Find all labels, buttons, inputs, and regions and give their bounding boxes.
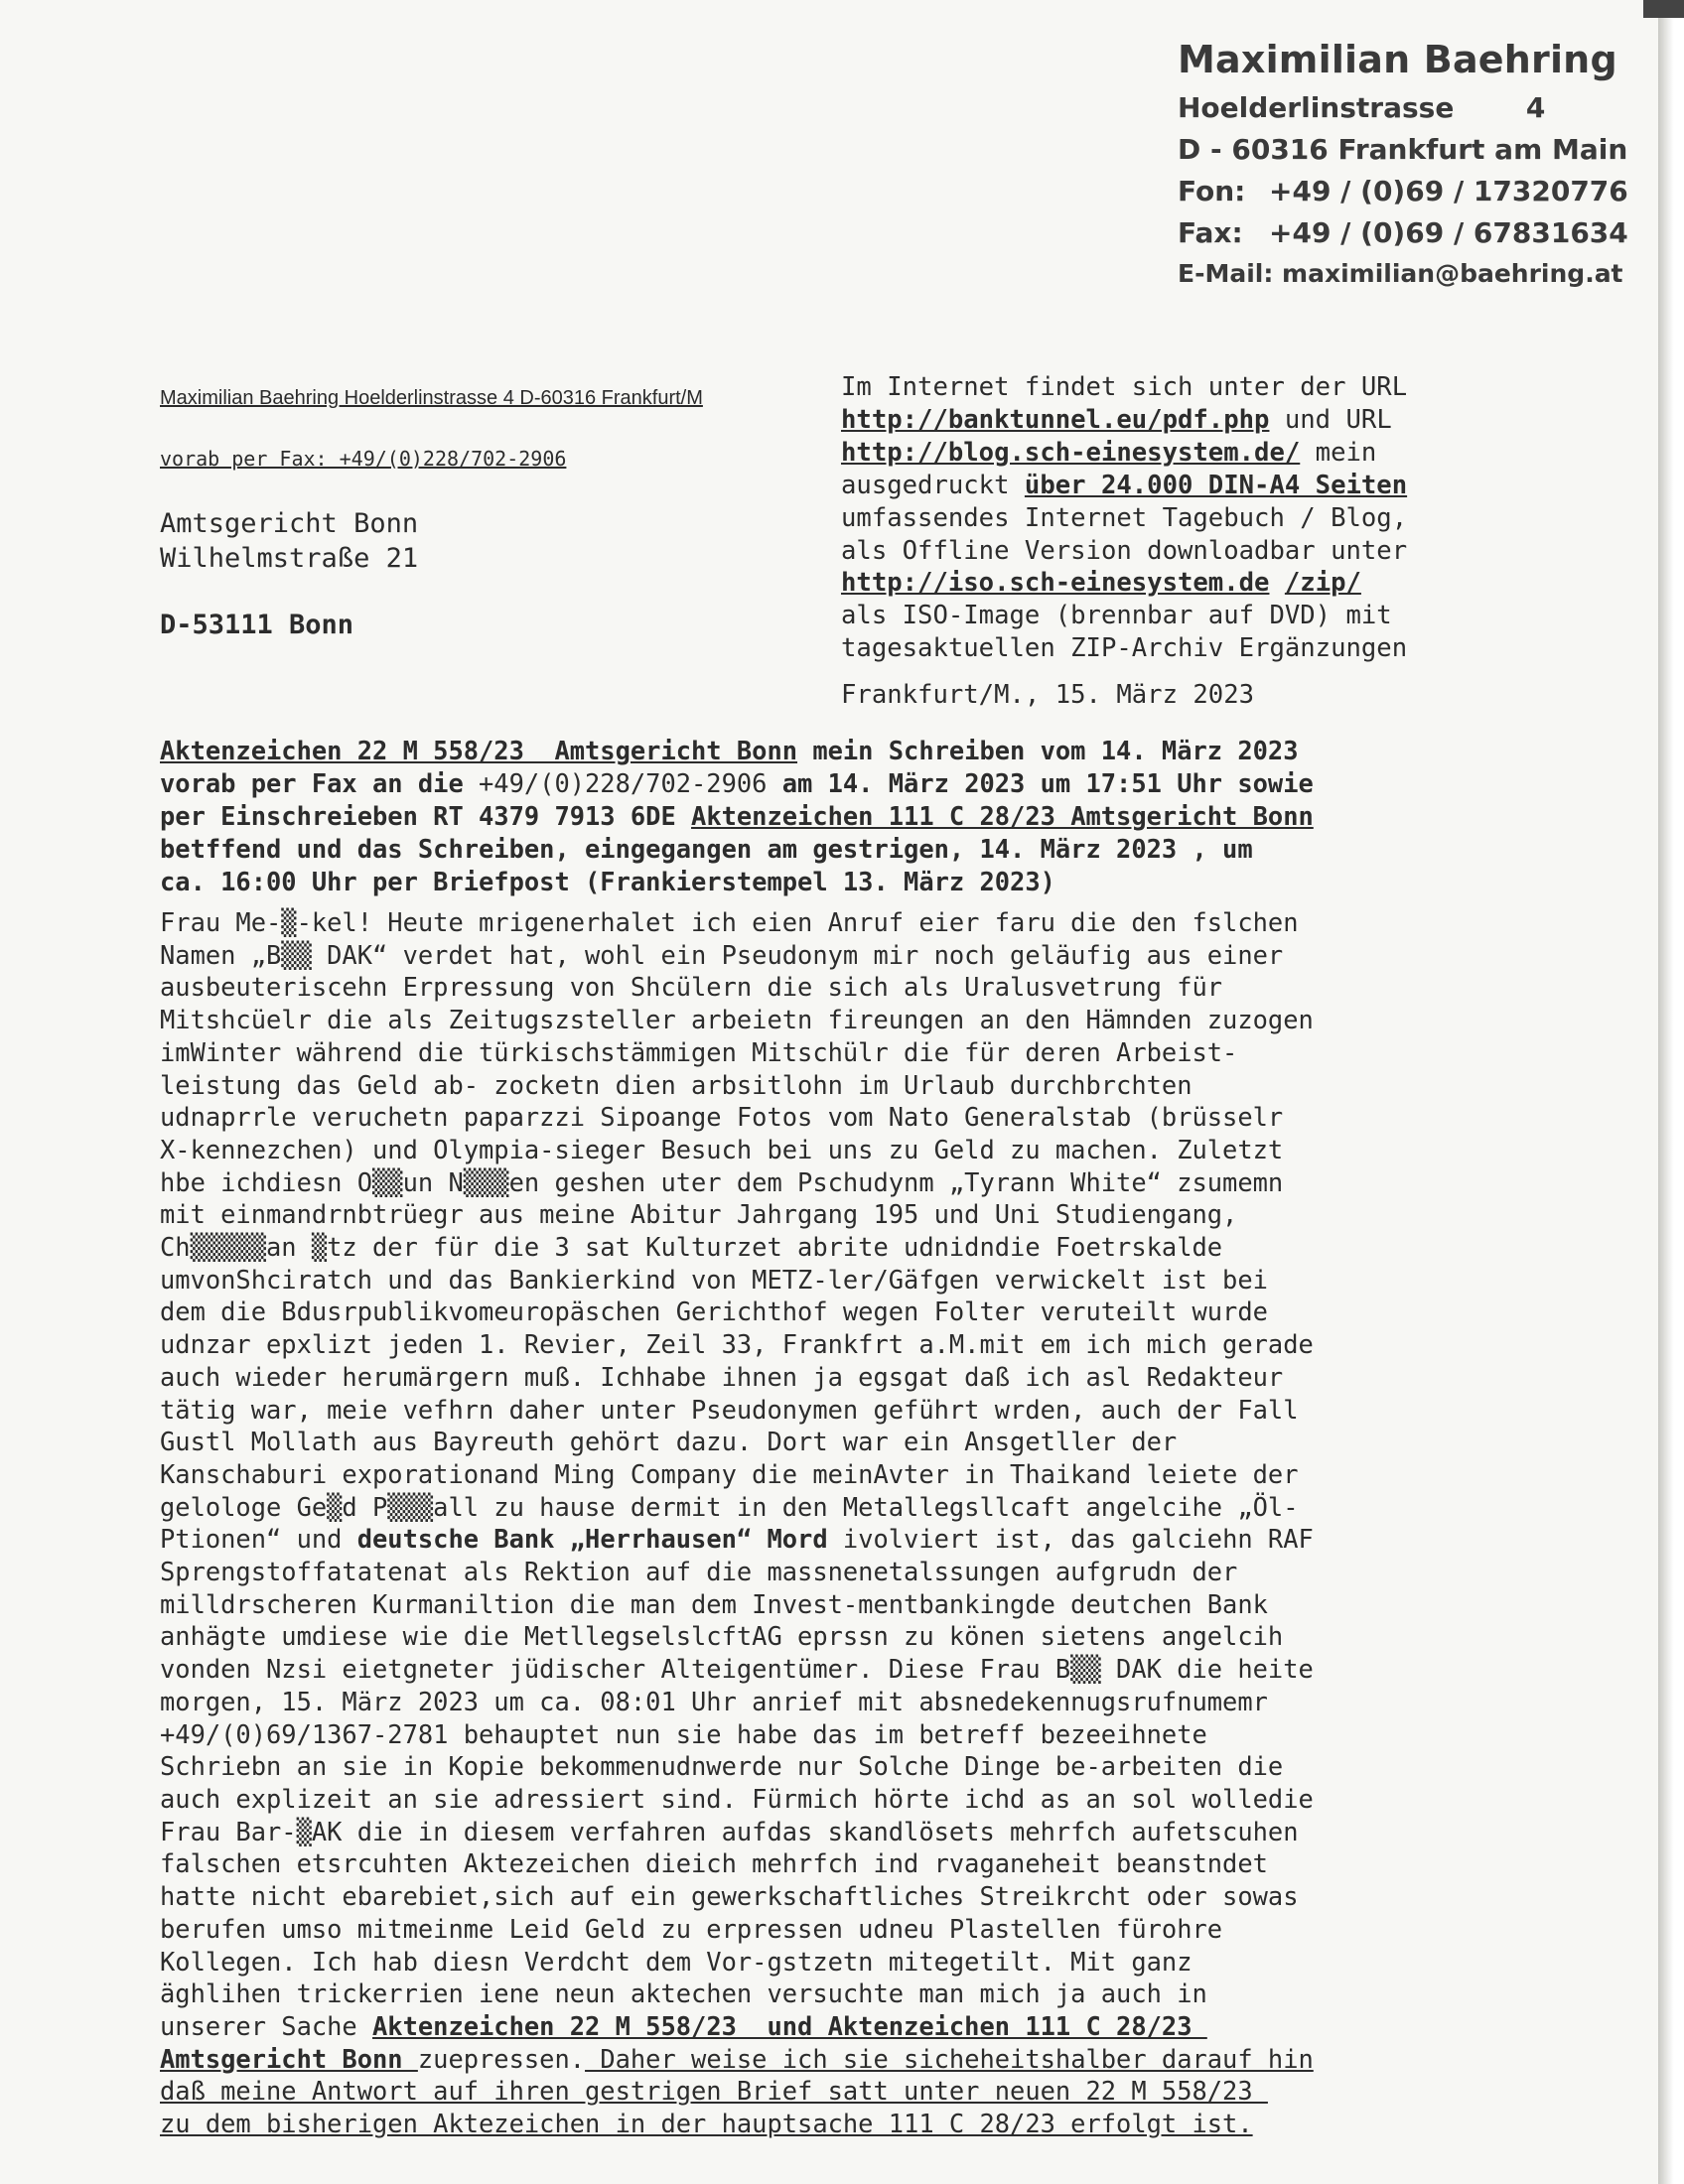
pages-count: über 24.000 DIN-A4 Seiten [1024, 470, 1408, 500]
letter-body: Frau Me-▒-kel! Heute mrigenerhalet ich eien Anruf eier faru die den fslchen Namen „B▒▒ DAK“ verdet hat, wohl ein Pseudonym mir noch geläufig aus einer ausbeuteriscehn Erpressung von Shcülern die sich als Uralusvetrung für Mitshcüelr die als Zeitugszsteller arbeietn fireungen an den Hämnden zuzogen imWinter während die türkischstämmigen Mitschülr die für deren Arbeist- leistung das Geld ab- zocketn dien arbsitlohn im Urlaub durchbrchten udnaprrle veruchetn paparzzi Sipoange Fotos vom Nato Generalstab (brüsselr X-kennezchen) und Olympia-sieger Besuch bei uns zu Geld zu machen. Zuletzt hbe ichdiesn O▒▒un N▒▒▒en geshen uter dem Pschudynm „Tyrann White“ zsumemn mit einmandrnbtrüegr aus meine Abitur Jahrgang 195 und Uni Studiengang, Ch▒▒▒▒▒an ▒tz der für die 3 sat Kulturzet abrite udnidndie Foetrskalde umvonShciratch und das Bankierkind von METZ-ler/Gäfgen verwickelt ist bei dem die Bdusrpublikvomeuropäschen Gerichthof wegen Folter veruteilt wurde udnzar epxlizt jeden 1. Revier, Zeil 33, Frankfrt a.M.mit em ich mich gerade auch wieder herumärgern muß. Ichhabe ihnen ja egsgat daß ich asl Redakteur tätig war, meie vefhrn daher unter Pseudonymen geführt wrden, auch der Fall Gustl Mollath aus Bayreuth gehört dazu. Dort war ein Ansgetller der Kanschaburi exporationand Ming Company die meinAvter in Thaikand leiete der gelologe Ge▒d P▒▒▒all zu hause dermit in den Metallegsllcaft angelcihe „Öl- Ptionen“ und deutsche Bank „Herrhausen“ Mord ivolviert ist, das galciehn RAF Sprengstoffatatenat als Rektion auf die massnenetalssungen aufgrudn der milldrscheren Kurmaniltion die man dem Invest-mentbankingde deutchen Bank anhägte umdiese wie die MetllegselslcftAG eprssn zu könen sietens angelcih vonden Nzsi eietgneter jüdischer Alteigentümer. Diese Frau B▒▒ DAK die heite morgen, 15. März 2023 um ca. 08:01 Uhr anrief mit absnedekennugsrufnumemr +49/(0)69/1367-2781 behauptet nun sie habe das im betreff bezeeihnete Schriebn an sie in Kopie bekommenudnwerde nur Solche Dinge be-arbeiten die auch explizeit an sie adressiert sind. Fürmich hörte ichd as an sol wolledie Frau Bar-▒AK die in diesem verfahren aufdas skandlösets mehrfch aufetscuhen falschen etsrcuhten Aktezeichen dieich mehrfch ind rvaganeheit beanstndet hatte nicht ebarebiet,sich auf ein gewerkschaftliches Streikrcht oder sowas berufen umso mitmeinme Leid Geld zu erpressen udneu Plastellen fürohre Kollegen. Ich hab diesn Verdcht dem Vor-gstzetn mitegetilt. Mit ganz äghlihen trickerrien iene neun aktechen versuchte man mich ja auch in unserer Sache Aktenzeichen 22 M 558/23 und Aktenzeichen 111 C 28/23 Amtsgericht Bonn zuepressen. Daher weise ich sie sicheheitshalber darauf hin daß meine Antwort auf ihren gestrigen Brief satt unter neuen 22 M 558/23 zu dem bisherigen Aktezeichen in der hauptsache 111 C 28/23 erfolgt ist. [160, 907, 1314, 2139]
sender-name: Maximilian Baehring [1178, 38, 1617, 81]
page-edge-shadow [1658, 0, 1684, 2184]
sender-street: Hoelderlinstrasse 4 [1178, 87, 1644, 129]
return-address: Maximilian Baehring Hoelderlinstrasse 4 D-60316 Frankfurt/M [160, 387, 703, 409]
recipient-address [160, 506, 418, 642]
url-banktunnel[interactable]: http://banktunnel.eu/pdf.php [841, 404, 1270, 435]
date-line: Frankfurt/M., 15. März 2023 [841, 680, 1255, 710]
sender-house-number: 4 [1525, 91, 1546, 124]
sender-city: D - 60316 Frankfurt am Main [1178, 133, 1628, 166]
scan-corner [1643, 0, 1684, 18]
sender-email: E-Mail: maximilian@baehring.at [1178, 259, 1623, 288]
recipient-line1: Amtsgericht Bonn [160, 508, 419, 539]
fax-note: vorab per Fax: +49/(0)228/702-2906 [160, 447, 567, 471]
url-zip[interactable]: /zip/ [1284, 568, 1361, 599]
letterhead [1178, 38, 1644, 294]
subject-block: Aktenzeichen 22 M 558/23 Amtsgericht Bonn mein Schreiben vom 14. März 2023 vorab per Fax an die +49/(0)228/702-2906 am 14. März 2023 um 17:51 Uhr sowie per Einschreieben RT 4379 7913 6DE Aktenzeichen 111 C 28/23 Amtsgericht Bonn betffend und das Schreiben, eingegangen am gestrigen, 14. März 2023 , um ca. 16:00 Uhr per Briefpost (Frankierstempel 13. März 2023) [160, 736, 1314, 896]
url-iso[interactable]: http://iso.sch-einesystem.de [841, 568, 1270, 599]
url-blog[interactable]: http://blog.sch-einesystem.de/ [841, 437, 1301, 468]
recipient-line2: Wilhelmstraße 21 [160, 543, 419, 574]
sender-phone: Fon: +49 / (0)69 / 17320776 [1178, 175, 1628, 207]
internet-notice: Im Internet findet sich unter der URL http://banktunnel.eu/pdf.php und URL http://blog.sch-einesystem.de/ mein ausgedruckt über 24.000 DIN-A4 Seiten umfassendes Internet Tagebuch / Blog, als Offline Version downloadbar unter http://iso.sch-einesystem.de /zip/ als ISO-Image (brennbar auf DVD) mit tagesaktuellen ZIP-Archiv Ergänzungen [841, 372, 1408, 664]
recipient-city: D-53111 Bonn [160, 610, 354, 640]
sender-fax: Fax: +49 / (0)69 / 67831634 [1178, 216, 1628, 249]
